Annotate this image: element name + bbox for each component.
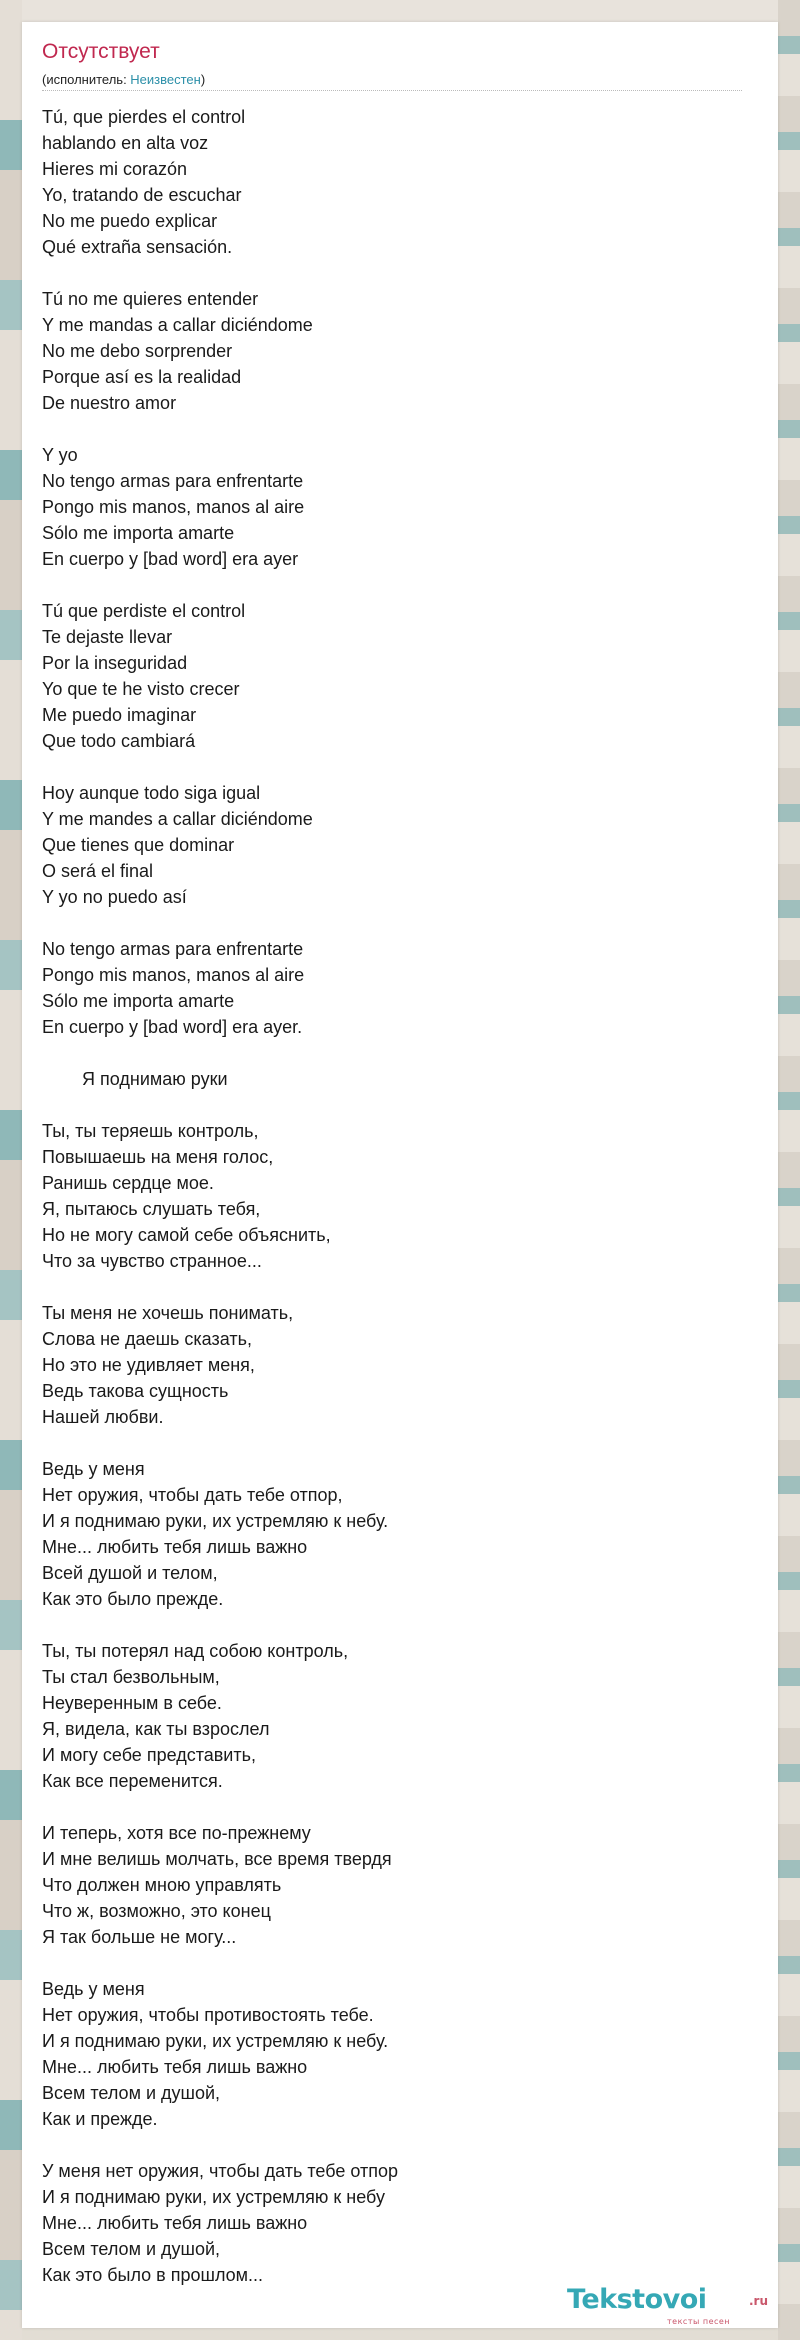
artist-line: [42, 72, 205, 87]
background-stripes-left: [0, 0, 22, 2340]
site-logo[interactable]: [567, 2284, 767, 2324]
lyrics-card: [22, 22, 778, 2328]
artist-suffix: ): [200, 72, 206, 87]
lyrics-text: Tú, que pierdes el control hablando en alta voz Hieres mi corazón Yo, tratando de escuchar No me puedo explicar Qué extraña sensación. Tú no me quieres entender Y me mandas a callar diciéndome No me debo sorprender Porque así es la realidad De nuestro amor Y yo No tengo armas para enfrentarte Pongo mis manos, manos al aire Sólo me importa amarte En cuerpo y [bad word] era ayer Tú que perdiste el control Te dejaste llevar Por la inseguridad Yo que te he visto crecer Me puedo imaginar Que todo cambiará Hoy aunque todo siga igual Y me mandes a callar diciéndome Que tienes que dominar O será el final Y yo no puedo así No tengo armas para enfrentarte Pongo mis manos, manos al aire Sólo me importa amarte En cuerpo y [bad word] era ayer. Я поднимаю руки Ты, ты теряешь контроль, Повышаешь на меня голос, Ранишь сердце мое. Я, пытаюсь слушать тебя, Но не могу самой себе объяснить, Что за чувство странное... Ты меня не хочешь понимать, Слова не даешь сказать, Но это не удивляет меня, Ведь такова сущность Нашей любви. Ведь у меня Нет оружия, чтобы дать тебе отпор, И я поднимаю руки, их устремляю к небу. Мне... любить тебя лишь важно Всей душой и телом, Как это было прежде. Ты, ты потерял над собою контроль, Ты стал безвольным, Неуверенным в себе. Я, видела, как ты взрослел И могу себе представить, Как все переменится. И теперь, хотя все по-прежнему И мне велишь молчать, все время твердя Что должен мною управлять Что ж, возможно, это конец Я так больше не могу... Ведь у меня Нет оружия, чтобы противостоять тебе. И я поднимаю руки, их устремляю к небу. Мне... любить тебя лишь важно Всем телом и душой, Как и прежде. У меня нет оружия, чтобы дать тебе отпор И я поднимаю руки, их устремляю к небу Мне... любить тебя лишь важно Всем телом и душой, Как это было в прошлом...: [42, 107, 398, 2285]
logo-name: Tekstovoi: [567, 2284, 707, 2315]
artist-link[interactable]: Неизвестен: [130, 72, 201, 87]
artist-prefix: (исполнитель:: [42, 72, 131, 87]
logo-tld: .ru: [749, 2294, 769, 2308]
song-title: Отсутствует: [42, 40, 160, 63]
logo-tagline: тексты песен: [667, 2317, 731, 2326]
background-stripes-right: [778, 0, 800, 2340]
title-divider: [42, 90, 742, 91]
